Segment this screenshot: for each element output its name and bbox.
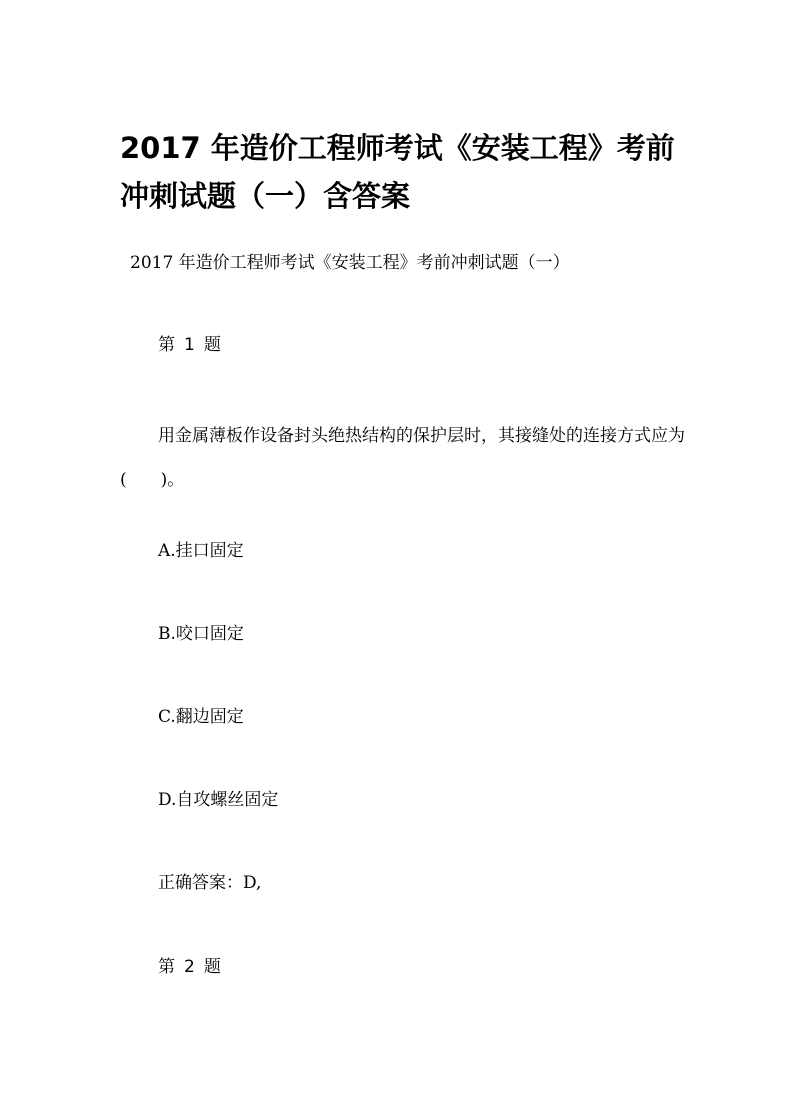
document-subtitle: 2017 年造价工程师考试《安装工程》考前冲刺试题（一）: [130, 253, 570, 273]
question-1-option-d: D.自攻螺丝固定: [158, 790, 279, 810]
question-1-option-b: B.咬口固定: [158, 624, 244, 644]
question-1-number: 1: [184, 335, 195, 355]
document-title: 2017 年造价工程师考试《安装工程》考前冲刺试题（一）含答案: [120, 131, 675, 213]
question-1-label: [158, 333, 221, 357]
question-1-label-suffix: 题: [203, 335, 221, 355]
question-2-label-suffix: 题: [203, 957, 221, 977]
question-1-text: 用金属薄板作设备封头绝热结构的保护层时，其接缝处的连接方式应为( )。: [120, 426, 685, 490]
question-1-answer: 正确答案：D,: [158, 873, 262, 893]
question-2-label: [158, 955, 221, 979]
question-1-option-c: C.翻边固定: [158, 707, 244, 727]
question-1-option-a: A.挂口固定: [158, 541, 244, 561]
question-1-label-prefix: 第: [158, 335, 175, 355]
question-2-number: 2: [184, 957, 195, 977]
question-2-label-prefix: 第: [158, 957, 175, 977]
